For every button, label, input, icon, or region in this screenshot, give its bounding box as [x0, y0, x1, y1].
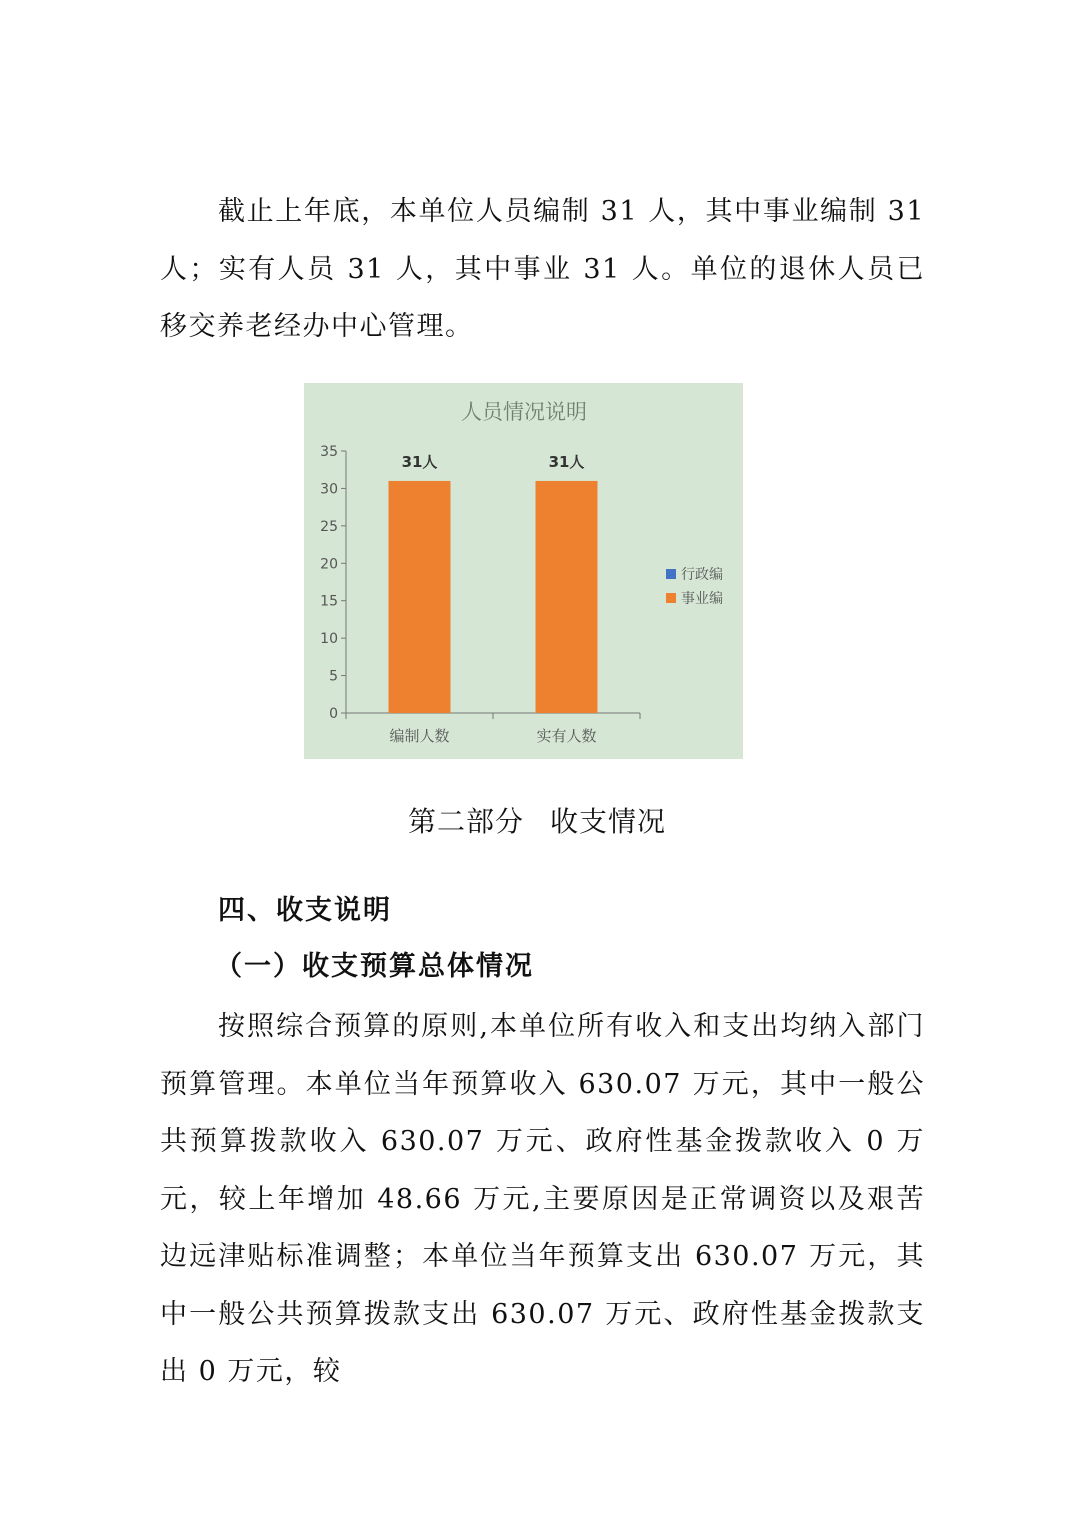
y-tick-label: 20	[320, 556, 338, 573]
y-tick-label: 0	[329, 706, 338, 722]
x-category-label: 实有人数	[536, 727, 597, 745]
y-tick-label: 35	[320, 444, 338, 460]
paragraph-staffing: 截止上年底，本单位人员编制 31 人，其中事业编制 31 人；实有人员 31 人，其中事业 31 人。单位的退休人员已移交养老经办中心管理。	[160, 196, 925, 342]
subsection-heading: （一）收支预算总体情况	[215, 951, 534, 982]
section-heading: 四、收支说明	[218, 895, 392, 926]
bar-data-label: 31人	[401, 452, 438, 471]
paragraph-budget: 按照综合预算的原则,本单位所有收入和支出均纳入部门预算管理。本单位当年预算收入 630.07 万元，其中一般公共预算拨款收入 630.07 万元、政府性基金拨款收入 0 万元，较上年增加 48.66 万元,主要原因是正常调资以及艰苦边远津贴标准调整；本单位当年预算支出 630.07 万元，其中一般公共预算拨款支出 630.07 万元、政府性基金拨款支出 0 万元，较	[160, 1011, 925, 1387]
chart-title: 人员情况说明	[461, 400, 587, 424]
part-title	[0, 800, 1074, 840]
y-tick-label: 5	[329, 668, 338, 685]
x-category-label: 编制人数	[389, 727, 450, 745]
y-tick-label: 15	[320, 593, 338, 610]
staffing-chart	[304, 383, 743, 759]
bar-shiyebian-2	[536, 481, 598, 713]
y-tick-label: 25	[320, 518, 338, 535]
legend-swatch	[666, 569, 676, 579]
part-number: 第二部分	[407, 805, 524, 838]
legend-label: 行政编	[681, 567, 723, 583]
y-tick-label: 30	[320, 481, 338, 498]
chart-svg	[304, 383, 743, 759]
bar-data-label: 31人	[548, 452, 585, 471]
part-name: 收支情况	[550, 805, 667, 838]
legend-label: 事业编	[681, 591, 723, 607]
y-tick-label: 10	[320, 631, 338, 648]
bar-shiyebian-1	[389, 481, 451, 713]
legend-swatch	[666, 593, 676, 603]
